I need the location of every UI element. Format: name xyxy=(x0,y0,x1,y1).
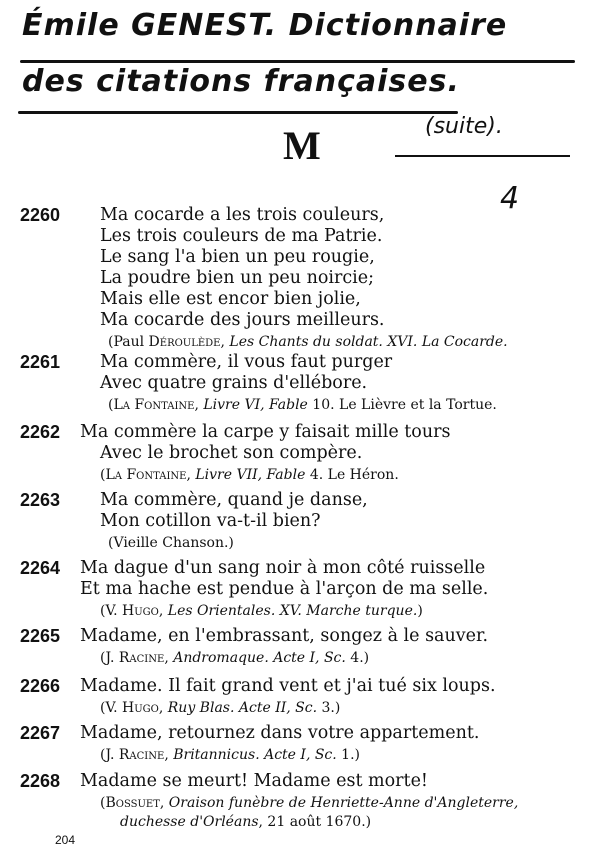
source-author: La Fontaine xyxy=(113,397,195,413)
source-sep: , xyxy=(158,603,168,619)
handwritten-sheet-number: 4 xyxy=(500,181,520,216)
citation-source-cont xyxy=(80,813,518,832)
source-rest: ) xyxy=(417,603,423,619)
handwritten-suite: (suite). xyxy=(425,114,503,139)
citation-source xyxy=(80,649,488,668)
citation-number: 2263 xyxy=(20,490,61,510)
citation-source xyxy=(80,794,518,813)
verse-line: Madame, retournez dans votre appartement. xyxy=(80,723,480,743)
verse-line: Ma dague d'un sang noir à mon côté ruisselle xyxy=(80,558,486,578)
verse-line: Ma commère, quand je danse, xyxy=(100,490,368,510)
citation-source xyxy=(100,396,497,415)
source-author: Hugo xyxy=(122,603,159,619)
verse-line: Madame se meurt! Madame est morte! xyxy=(80,771,428,791)
verse-line: Ma commère, il vous faut purger xyxy=(100,352,393,372)
source-work: Oraison funèbre de Henriette-Anne d'Angleterre, xyxy=(168,795,519,811)
source-sep: , xyxy=(194,397,204,413)
source-sep: , xyxy=(158,700,168,716)
source-rest: 4. Le Héron. xyxy=(305,467,399,483)
verse-line: Ma cocarde a les trois couleurs, xyxy=(100,205,385,225)
citation-number: 2267 xyxy=(20,723,61,743)
source-open: (J. xyxy=(100,650,119,666)
page-number: 204 xyxy=(55,833,76,847)
handwritten-title-line-2: des citations françaises. xyxy=(22,64,460,99)
citation-number: 2265 xyxy=(20,626,61,646)
citation-source xyxy=(80,746,479,765)
source-author: La Fontaine xyxy=(105,467,187,483)
verse-line: Avec quatre grains d'ellébore. xyxy=(100,373,368,393)
source-work: Ruy Blas. Acte II, Sc. xyxy=(167,700,318,716)
citation-number: 2261 xyxy=(20,352,61,372)
source-open: ( xyxy=(100,467,106,483)
source-open: ( xyxy=(108,397,114,413)
verse-line: Ma cocarde des jours meilleurs. xyxy=(100,310,385,330)
source-author: Hugo xyxy=(122,700,159,716)
citation-source xyxy=(100,534,368,553)
handwritten-underline-1 xyxy=(20,60,575,63)
verse-line: Mais elle est encor bien jolie, xyxy=(100,289,361,309)
citation-source xyxy=(80,466,450,485)
source-open: (Paul xyxy=(108,334,149,350)
source-rest: 1.) xyxy=(336,747,361,763)
source-work: Andromaque. Acte I, Sc. xyxy=(173,650,346,666)
verse-line: Le sang l'a bien un peu rougie, xyxy=(100,247,375,267)
source-author: Déroulède xyxy=(148,334,221,350)
source-open: (Vieille Chanson.) xyxy=(108,535,234,551)
verse-line: La poudre bien un peu noircie; xyxy=(100,268,375,288)
source-sep: , xyxy=(159,795,169,811)
source-work: Les Chants du soldat. XVI. La Cocarde. xyxy=(229,334,508,350)
source-sep: , xyxy=(220,334,230,350)
source-work: Les Orientales. XV. Marche turque. xyxy=(167,603,418,619)
citation-source xyxy=(80,699,496,718)
citation-number: 2260 xyxy=(20,205,61,225)
source-work: Livre VII, Fable xyxy=(195,467,306,483)
source-work: Britannicus. Acte I, Sc. xyxy=(173,747,337,763)
handwritten-title-line-1: Émile GENEST. Dictionnaire xyxy=(22,8,508,43)
suite-underline xyxy=(395,155,570,157)
citation-number: 2262 xyxy=(20,422,61,442)
source-open: (J. xyxy=(100,747,119,763)
verse-line: Madame, en l'embrassant, songez à le sauver. xyxy=(80,626,489,646)
source-rest: 10. Le Lièvre et la Tortue. xyxy=(307,397,497,413)
citation-number: 2266 xyxy=(20,676,61,696)
citation-number: 2268 xyxy=(20,771,61,791)
source-author: Racine xyxy=(118,650,165,666)
verse-line: Avec le brochet son compère. xyxy=(100,443,363,463)
handwritten-underline-2 xyxy=(18,111,458,114)
verse-line: Ma commère la carpe y faisait mille tours xyxy=(80,422,451,442)
source-sep: , xyxy=(186,467,196,483)
verse-line: Madame. Il fait grand vent et j'ai tué six loups. xyxy=(80,676,496,696)
citation-source xyxy=(100,333,508,352)
source-sep: , xyxy=(164,650,174,666)
verse-line: Les trois couleurs de ma Patrie. xyxy=(100,226,383,246)
source-author: Bossuet xyxy=(105,795,160,811)
source-work-cont: duchesse d'Orléans xyxy=(120,814,259,830)
source-rest-cont: , 21 août 1670.) xyxy=(258,814,372,830)
source-open: (V. xyxy=(100,700,123,716)
verse-line: Et ma hache est pendue à l'arçon de ma selle. xyxy=(80,579,489,599)
section-letter: M xyxy=(283,123,321,168)
source-work: Livre VI, Fable xyxy=(203,397,308,413)
citation-source xyxy=(80,602,488,621)
source-rest: 3.) xyxy=(317,700,341,716)
source-sep: , xyxy=(164,747,174,763)
verse-line: Mon cotillon va-t-il bien? xyxy=(100,511,321,531)
source-author: Racine xyxy=(118,747,165,763)
source-rest: 4.) xyxy=(345,650,370,666)
source-open: (V. xyxy=(100,603,123,619)
source-open: ( xyxy=(100,795,106,811)
citation-number: 2264 xyxy=(20,558,61,578)
